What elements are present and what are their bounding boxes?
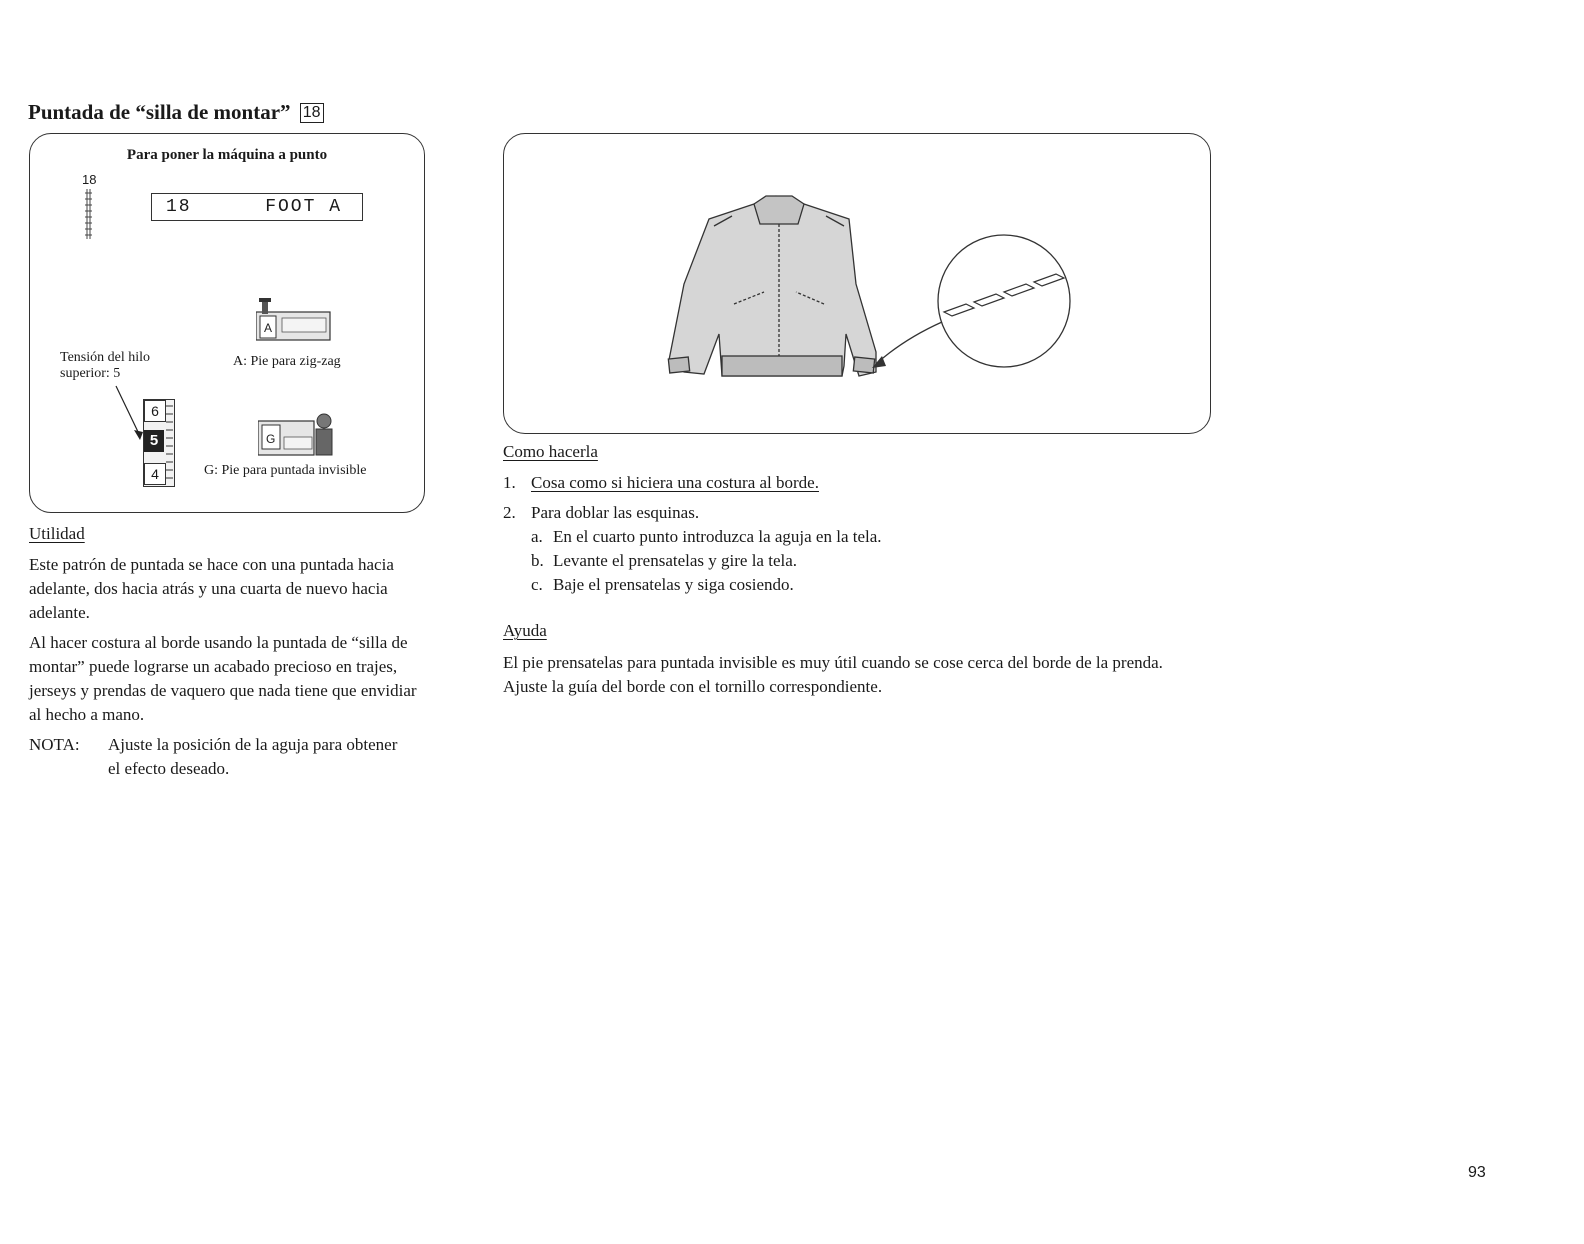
pattern-number-badge: 18 xyxy=(300,103,324,123)
note-text: Ajuste la posición de la aguja para obtener el efecto deseado. xyxy=(108,735,398,778)
substep-c-text: Baje el prensatelas y siga cosiendo. xyxy=(553,575,794,594)
dial-ticks-icon xyxy=(166,400,174,486)
step-2-text: Para doblar las esquinas. xyxy=(531,503,700,522)
jacket-icon xyxy=(668,196,876,376)
stitch-number-label: 18 xyxy=(82,172,97,187)
step-1-number: 1. xyxy=(503,473,516,492)
presser-foot-a-icon xyxy=(256,296,336,346)
tension-value-high: 6 xyxy=(144,400,166,422)
substep-b-letter: b. xyxy=(531,551,544,570)
tension-dial xyxy=(143,399,175,487)
step-1-text: Cosa como si hiciera una costura al borde. xyxy=(531,473,819,492)
ayuda-heading: Ayuda xyxy=(503,621,547,640)
foot-a-letter: A xyxy=(264,321,273,335)
presser-foot-g-icon xyxy=(258,411,340,461)
tension-label: Tensión del hilo superior: 5 xyxy=(60,350,151,381)
page-number: 93 xyxy=(1468,1164,1486,1181)
ayuda-text: El pie prensatelas para puntada invisible es muy útil cuando se cose cerca del borde de la prenda. Ajuste la guía del borde con el tornillo correspondiente. xyxy=(503,653,1163,696)
tension-value-low: 4 xyxy=(144,463,166,485)
foot-g-label: G: Pie para puntada invisible xyxy=(204,463,367,478)
foot-a-label: A: Pie para zig-zag xyxy=(233,354,341,369)
substep-a-text: En el cuarto punto introduzca la aguja en la tela. xyxy=(553,527,882,546)
note-label: NOTA: xyxy=(29,735,80,754)
magnifier-circle xyxy=(938,235,1070,367)
tension-value-selected: 5 xyxy=(144,430,164,452)
utilidad-heading: Utilidad xyxy=(29,524,85,543)
foot-g-letter: G xyxy=(266,432,276,446)
page-title xyxy=(28,100,324,125)
jacket-illustration xyxy=(504,134,1209,432)
utilidad-paragraph-2: Al hacer costura al borde usando la puntada de “silla de montar” puede lograrse un acabado precioso en trajes, jerseys y prendas de vaquero que nada tiene que envidiar al hecho a mano. xyxy=(29,633,417,724)
step-2-number: 2. xyxy=(503,503,516,522)
display-foot: FOOT A xyxy=(265,197,342,217)
jacket-illustration-panel xyxy=(503,133,1211,434)
como-heading: Como hacerla xyxy=(503,442,598,461)
utilidad-paragraph-1: Este patrón de puntada se hace con una puntada hacia adelante, dos hacia atrás y una cuarta de nuevo hacia adelante. xyxy=(29,555,394,622)
machine-setup-panel xyxy=(29,133,425,513)
substep-a-letter: a. xyxy=(531,527,543,546)
substep-c-letter: c. xyxy=(531,575,543,594)
substep-b-text: Levante el prensatelas y gire la tela. xyxy=(553,551,798,570)
stitch-pattern-icon xyxy=(84,189,94,239)
setup-heading: Para poner la máquina a punto xyxy=(126,147,328,163)
pointer-arrow-icon xyxy=(876,322,942,364)
title-text: Puntada de “silla de montar” xyxy=(28,100,291,124)
display-number: 18 xyxy=(166,197,192,217)
lcd-display xyxy=(151,193,363,221)
